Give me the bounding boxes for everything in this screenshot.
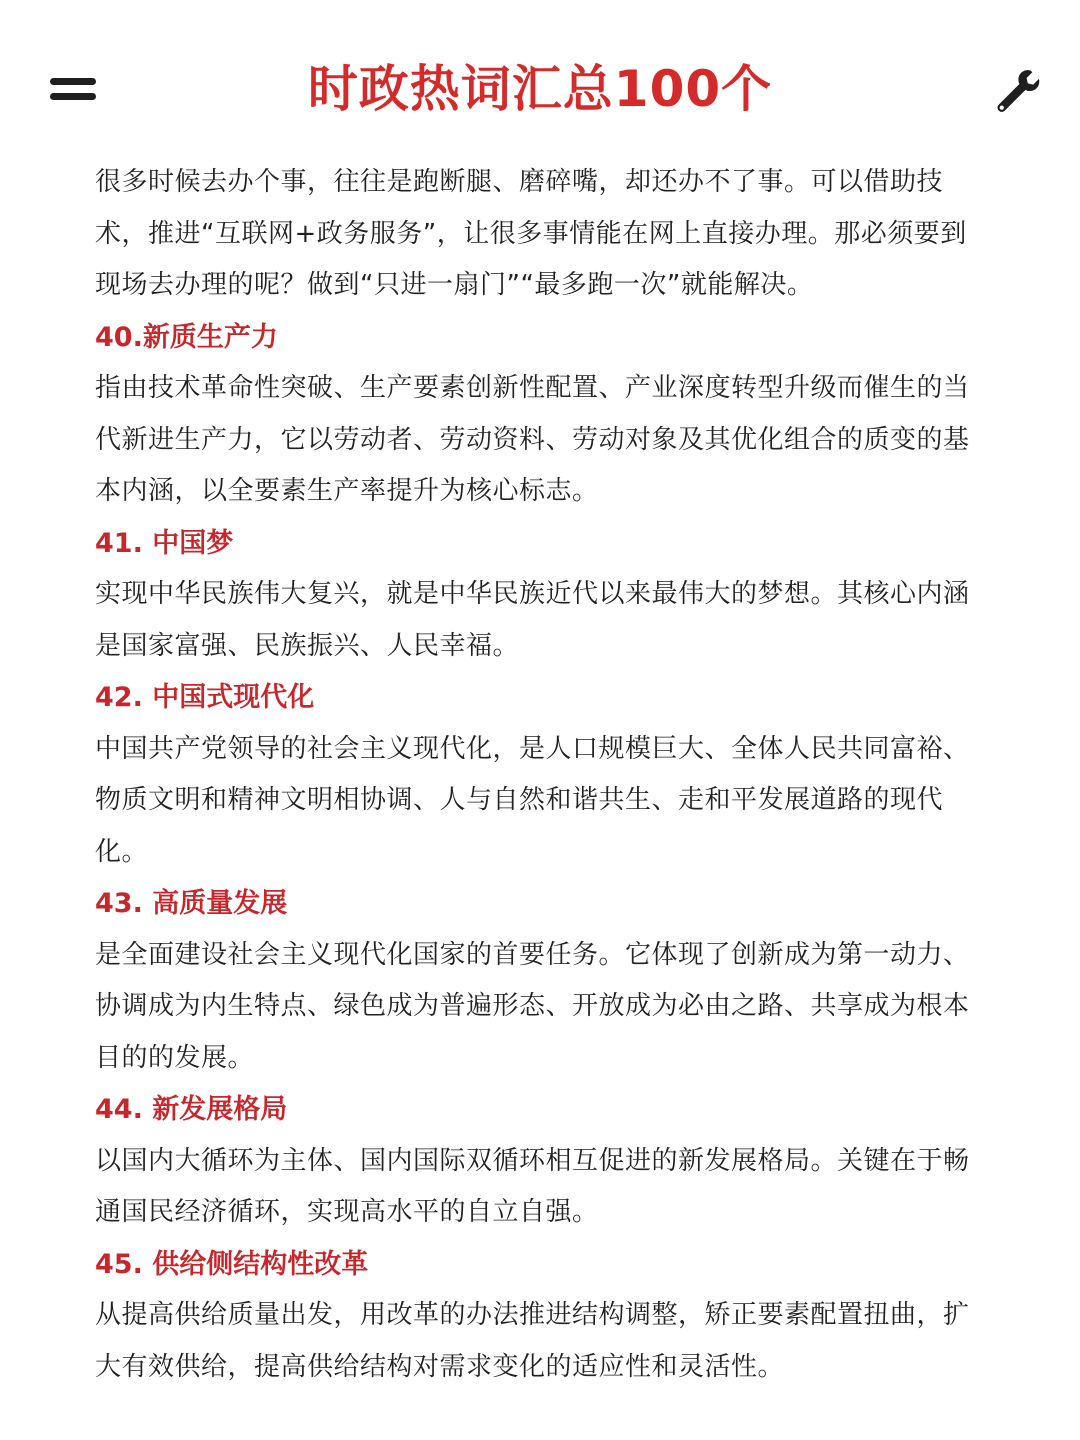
- wrench-icon-graphic: [992, 66, 1040, 114]
- term-definition: 以国内大循环为主体、国内国际双循环相互促进的新发展格局。关键在于畅通国民经济循环，实现高水平的自立自强。: [95, 1145, 970, 1227]
- page-title: 时政热词汇总100个: [307, 60, 773, 118]
- term-heading: 45. 供给侧结构性改革: [95, 1248, 369, 1280]
- header-bar: [0, 0, 1080, 150]
- term-definition: 从提高供给质量出发，用改革的办法推进结构调整，矫正要素配置扭曲，扩大有效供给，提高供给结构对需求变化的适应性和灵活性。: [95, 1300, 970, 1382]
- term-definition: 实现中华民族伟大复兴，就是中华民族近代以来最伟大的梦想。其核心内涵是国家富强、民族振兴、人民幸福。: [95, 579, 970, 661]
- term-definition: 指由技术革命性突破、生产要素创新性配置、产业深度转型升级而催生的当代新进生产力，它以劳动者、劳动资料、劳动对象及其优化组合的质变的基本内涵，以全要素生产率提升为核心标志。: [95, 373, 970, 506]
- intro-paragraph: 很多时候去办个事，往往是跑断腿、磨碎嘴，却还办不了事。可以借助技术，推进“互联网+政务服务”，让很多事情能在网上直接办理。那必须要到现场去办理的呢？做到“只进一扇门”“最多跑一次”就能解决。: [95, 167, 967, 300]
- term-heading: 43. 高质量发展: [95, 888, 288, 919]
- term-heading: 41. 中国梦: [95, 527, 234, 559]
- term-definition: 是全面建设社会主义现代化国家的首要任务。它体现了创新成为第一动力、协调成为内生特点、绿色成为普遍形态、开放成为必由之路、共享成为根本目的的发展。: [95, 939, 970, 1073]
- term-heading: 44. 新发展格局: [95, 1094, 288, 1125]
- term-heading: 42. 中国式现代化: [95, 682, 315, 713]
- article-body: [95, 157, 990, 1393]
- wrench-icon[interactable]: [992, 66, 1040, 114]
- term-definition: 中国共产党领导的社会主义现代化，是人口规模巨大、全体人民共同富裕、物质文明和精神文明相协调、人与自然和谐共生、走和平发展道路的现代化。: [95, 733, 970, 867]
- term-heading: 40.新质生产力: [95, 321, 278, 353]
